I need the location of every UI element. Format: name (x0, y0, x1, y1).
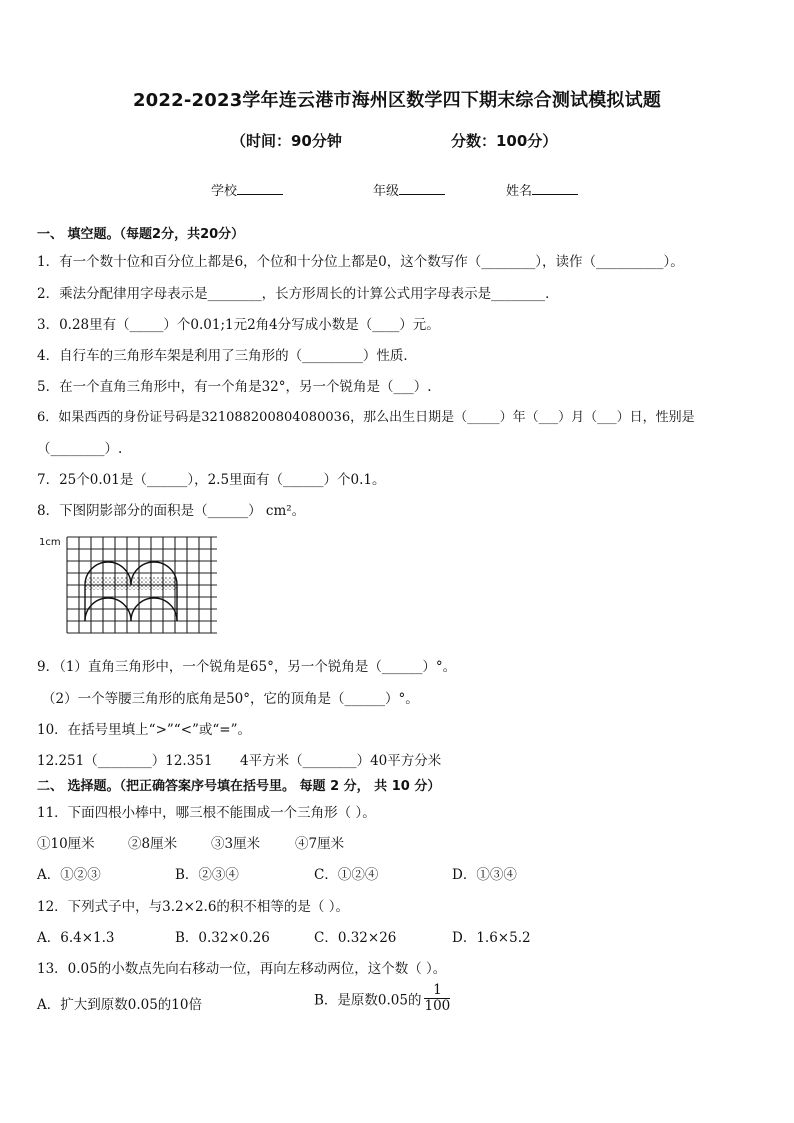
unit-label: 1cm (39, 537, 61, 548)
grade-label: 年级 (373, 184, 400, 199)
q13-option-b[interactable] (314, 983, 450, 1014)
q11-option-d[interactable]: D．①③④ (452, 867, 517, 883)
question-10-b: 4平方米（________）40平方分米 (240, 753, 442, 769)
q11-item-2: ②8厘米 (128, 836, 178, 852)
question-6-continued: （________）. (37, 441, 123, 457)
question-7: 7．25个0.01是（______），2.5里面有（______）个0.1。 (37, 472, 386, 488)
question-10: 10．在括号里填上“>”“<”或“=”。 (37, 722, 252, 738)
question-9-part-2: （2）一个等腰三角形的底角是50°，它的顶角是（______）°。 (42, 691, 419, 707)
section-multiple-choice: 二、 选择题。（把正确答案序号填在括号里。 每题 2 分， 共 10 分） (37, 779, 441, 794)
exam-score: 分数：100分） (451, 132, 558, 150)
fraction-numerator: 1 (424, 983, 450, 999)
q11-option-a[interactable]: A．①②③ (37, 867, 101, 883)
question-1: 1．有一个数十位和百分位上都是6，个位和十分位上都是0，这个数写作（________），读作（__________）。 (37, 254, 684, 270)
question-12: 12．下列式子中，与3.2×2.6的积不相等的是（ ）。 (37, 899, 349, 915)
name-blank[interactable] (532, 182, 578, 195)
q12-option-a[interactable]: A．6.4×1.3 (37, 930, 115, 946)
question-10-a: 12.251（________）12.351 (37, 753, 213, 769)
fraction-denominator: 100 (424, 997, 451, 1014)
question-4: 4．自行车的三角形车架是利用了三角形的（_________）性质． (37, 348, 417, 364)
question-5: 5．在一个直角三角形中，有一个角是32°，另一个锐角是（___）. (37, 379, 432, 395)
page-title: 2022-2023学年连云港市海州区数学四下期末综合测试模拟试题 (132, 90, 662, 111)
q11-item-3: ③3厘米 (211, 836, 261, 852)
fraction (424, 983, 450, 1014)
name-field (506, 180, 578, 199)
question-6: 6．如果西西的身份证号码是321088200804080036，那么出生日期是（_____）年（___）月（___）日，性别是 (37, 410, 695, 425)
section-fill-in: 一、 填空题。（每题2分，共20分） (37, 227, 245, 242)
q12-option-c[interactable]: C．0.32×26 (314, 930, 397, 946)
question-11: 11．下面四根小棒中，哪三根不能围成一个三角形（ ）。 (37, 805, 376, 821)
grid-diagram (37, 533, 222, 636)
question-8: 8．下图阴影部分的面积是（______） cm²。 (37, 503, 306, 519)
grid-lines (67, 537, 217, 633)
q12-option-b[interactable]: B．0.32×0.26 (175, 930, 270, 946)
question-9-part-1: 9．（1）直角三角形中，一个锐角是65°，另一个锐角是（______）°。 (37, 659, 457, 675)
shaded-area-figure (37, 533, 222, 640)
school-blank[interactable] (237, 182, 283, 195)
q13-option-b-text: B．是原数0.05的 (314, 992, 422, 1009)
q11-option-b[interactable]: B．②③④ (175, 867, 239, 883)
grade-field (373, 180, 445, 199)
name-label: 姓名 (506, 184, 533, 199)
q11-item-4: ④7厘米 (295, 836, 345, 852)
q12-option-d[interactable]: D．1.6×5.2 (452, 930, 531, 946)
exam-time: （时间：90分钟 (231, 132, 342, 150)
question-13: 13．0.05的小数点先向右移动一位，再向左移动两位，这个数（ ）。 (37, 961, 447, 977)
grade-blank[interactable] (399, 182, 445, 195)
q11-option-c[interactable]: C．①②④ (314, 867, 379, 883)
question-2: 2．乘法分配律用字母表示是________，长方形周长的计算公式用字母表示是________． (37, 286, 559, 302)
q13-option-a[interactable]: A．扩大到原数0.05的10倍 (37, 997, 202, 1013)
q11-item-1: ①10厘米 (37, 836, 95, 852)
question-3: 3．0.28里有（_____）个0.01;1元2角4分写成小数是（____）元。 (37, 317, 440, 333)
school-label: 学校 (211, 184, 238, 199)
school-field (211, 180, 283, 199)
